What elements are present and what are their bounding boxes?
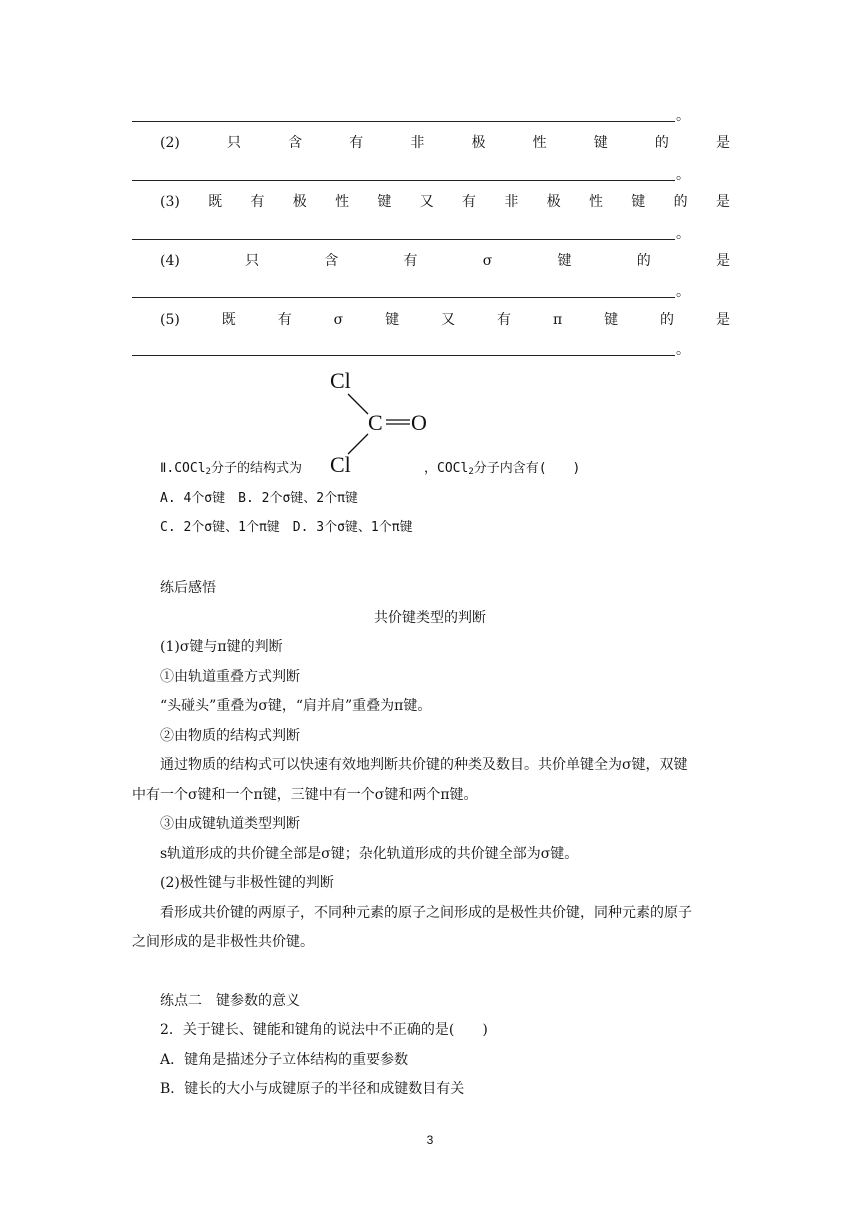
row-char: 含 bbox=[324, 253, 339, 269]
summary-item: s轨道形成的共价键全部是σ键；杂化轨道形成的共价键全部为σ键。 bbox=[160, 846, 579, 862]
question-number: (4) bbox=[160, 253, 180, 269]
question-row-3 bbox=[160, 192, 730, 212]
formula-prefix: Ⅱ.COCl bbox=[160, 461, 206, 476]
row-char: 的 bbox=[654, 135, 669, 151]
summary-item: 之间形成的是非极性共价键。 bbox=[132, 934, 314, 950]
summary-item: (2)极性键与非极性键的判断 bbox=[160, 875, 334, 891]
answer-blank-5[interactable] bbox=[132, 355, 675, 356]
summary-item: 中有一个σ键和一个π键，三键中有一个σ键和两个π键。 bbox=[132, 787, 478, 803]
row-char: 键 bbox=[631, 194, 646, 210]
row-char: 是 bbox=[715, 135, 730, 151]
row-char: 的 bbox=[673, 194, 688, 210]
row-char: 键 bbox=[593, 135, 608, 151]
summary-title: 共价键类型的判断 bbox=[374, 610, 486, 626]
period-mark: 。 bbox=[676, 226, 690, 242]
row-char: 只 bbox=[226, 135, 241, 151]
subscript: 2 bbox=[205, 467, 211, 477]
answer-blank-2[interactable] bbox=[132, 180, 675, 181]
subscript: 2 bbox=[468, 467, 474, 477]
summary-item: 通过物质的结构式可以快速有效地判断共价键的种类及数目。共价单键全为σ键，双键 bbox=[160, 757, 688, 773]
oxygen-atom: O bbox=[411, 410, 427, 435]
row-char: 又 bbox=[441, 312, 456, 328]
row-char: 有 bbox=[497, 312, 512, 328]
period-mark: 。 bbox=[676, 108, 690, 124]
row-char: 是 bbox=[715, 312, 730, 328]
row-char: 是 bbox=[715, 253, 730, 269]
row-char: 有 bbox=[277, 312, 292, 328]
answer-blank-3[interactable] bbox=[132, 239, 675, 240]
row-char: 的 bbox=[636, 253, 651, 269]
row-char: 键 bbox=[557, 253, 572, 269]
period-mark: 。 bbox=[676, 167, 690, 183]
row-char: σ bbox=[333, 312, 344, 328]
question-ii-stem-tail bbox=[424, 459, 580, 482]
summary-item: ③由成键轨道类型判断 bbox=[160, 816, 300, 832]
summary-item: (1)σ键与π键的判断 bbox=[160, 639, 283, 655]
option-b[interactable]: B．键长的大小与成键原子的半径和成键数目有关 bbox=[160, 1081, 465, 1097]
row-char: π bbox=[552, 312, 563, 328]
answer-blank-4[interactable] bbox=[132, 297, 675, 298]
stem-text: 分子的结构式为 bbox=[210, 461, 302, 476]
row-char: 的 bbox=[660, 312, 675, 328]
row-char: 既 bbox=[221, 312, 236, 328]
answer-blank-1[interactable] bbox=[132, 121, 675, 122]
single-bond-top bbox=[348, 394, 368, 414]
question-ii-stem bbox=[160, 459, 302, 482]
question-number: (5) bbox=[160, 312, 180, 328]
row-char: 性 bbox=[532, 135, 547, 151]
section-heading: 练点二 键参数的意义 bbox=[160, 993, 300, 1009]
option-a[interactable]: A．键角是描述分子立体结构的重要参数 bbox=[160, 1052, 409, 1068]
row-char: 有 bbox=[250, 194, 265, 210]
row-char: 是 bbox=[715, 194, 730, 210]
question-number: (3) bbox=[160, 194, 180, 210]
row-char: 既 bbox=[208, 194, 223, 210]
summary-item: 看形成共价键的两原子，不同种元素的原子之间形成的是极性共价键，同种元素的原子 bbox=[160, 905, 692, 921]
chlorine-atom-bottom: Cl bbox=[330, 452, 351, 477]
summary-item: ①由轨道重叠方式判断 bbox=[160, 669, 300, 685]
page-number: 3 bbox=[426, 1133, 434, 1147]
row-char: σ bbox=[482, 253, 493, 269]
row-char: 又 bbox=[419, 194, 434, 210]
question-row-5 bbox=[160, 310, 730, 330]
row-char: 键 bbox=[385, 312, 400, 328]
row-char: 键 bbox=[604, 312, 619, 328]
row-char: 有 bbox=[462, 194, 477, 210]
single-bond-bottom bbox=[348, 434, 368, 454]
formula-mid: ，COCl bbox=[424, 461, 469, 476]
option-cd[interactable]: C. 2个σ键、1个π键 D. 3个σ键、1个π键 bbox=[160, 520, 413, 535]
option-ab[interactable]: A. 4个σ键 B. 2个σ键、2个π键 bbox=[160, 491, 358, 506]
row-char: 极 bbox=[292, 194, 307, 210]
row-char: 性 bbox=[335, 194, 350, 210]
row-char: 性 bbox=[588, 194, 603, 210]
question-row-2 bbox=[160, 133, 730, 153]
stem-text: 分子内含有( ) bbox=[473, 461, 581, 476]
summary-item: ②由物质的结构式判断 bbox=[160, 728, 300, 744]
carbon-atom: C bbox=[368, 410, 383, 435]
row-char: 有 bbox=[349, 135, 364, 151]
chlorine-atom-top: Cl bbox=[330, 368, 351, 393]
row-char: 非 bbox=[504, 194, 519, 210]
row-char: 极 bbox=[546, 194, 561, 210]
question-number: (2) bbox=[160, 135, 180, 151]
row-char: 含 bbox=[288, 135, 303, 151]
question-2-stem: 2．关于键长、键能和键角的说法中不正确的是( ) bbox=[160, 1022, 488, 1038]
summary-item: “头碰头”重叠为σ键，“肩并肩”重叠为π键。 bbox=[160, 698, 432, 714]
row-char: 只 bbox=[245, 253, 260, 269]
row-char: 极 bbox=[471, 135, 486, 151]
row-char: 非 bbox=[410, 135, 425, 151]
summary-heading: 练后感悟 bbox=[160, 580, 216, 596]
period-mark: 。 bbox=[676, 284, 690, 300]
row-char: 有 bbox=[403, 253, 418, 269]
period-mark: 。 bbox=[676, 342, 690, 358]
cocl2-structural-formula bbox=[320, 368, 440, 478]
row-char: 键 bbox=[377, 194, 392, 210]
question-row-4 bbox=[160, 251, 730, 271]
